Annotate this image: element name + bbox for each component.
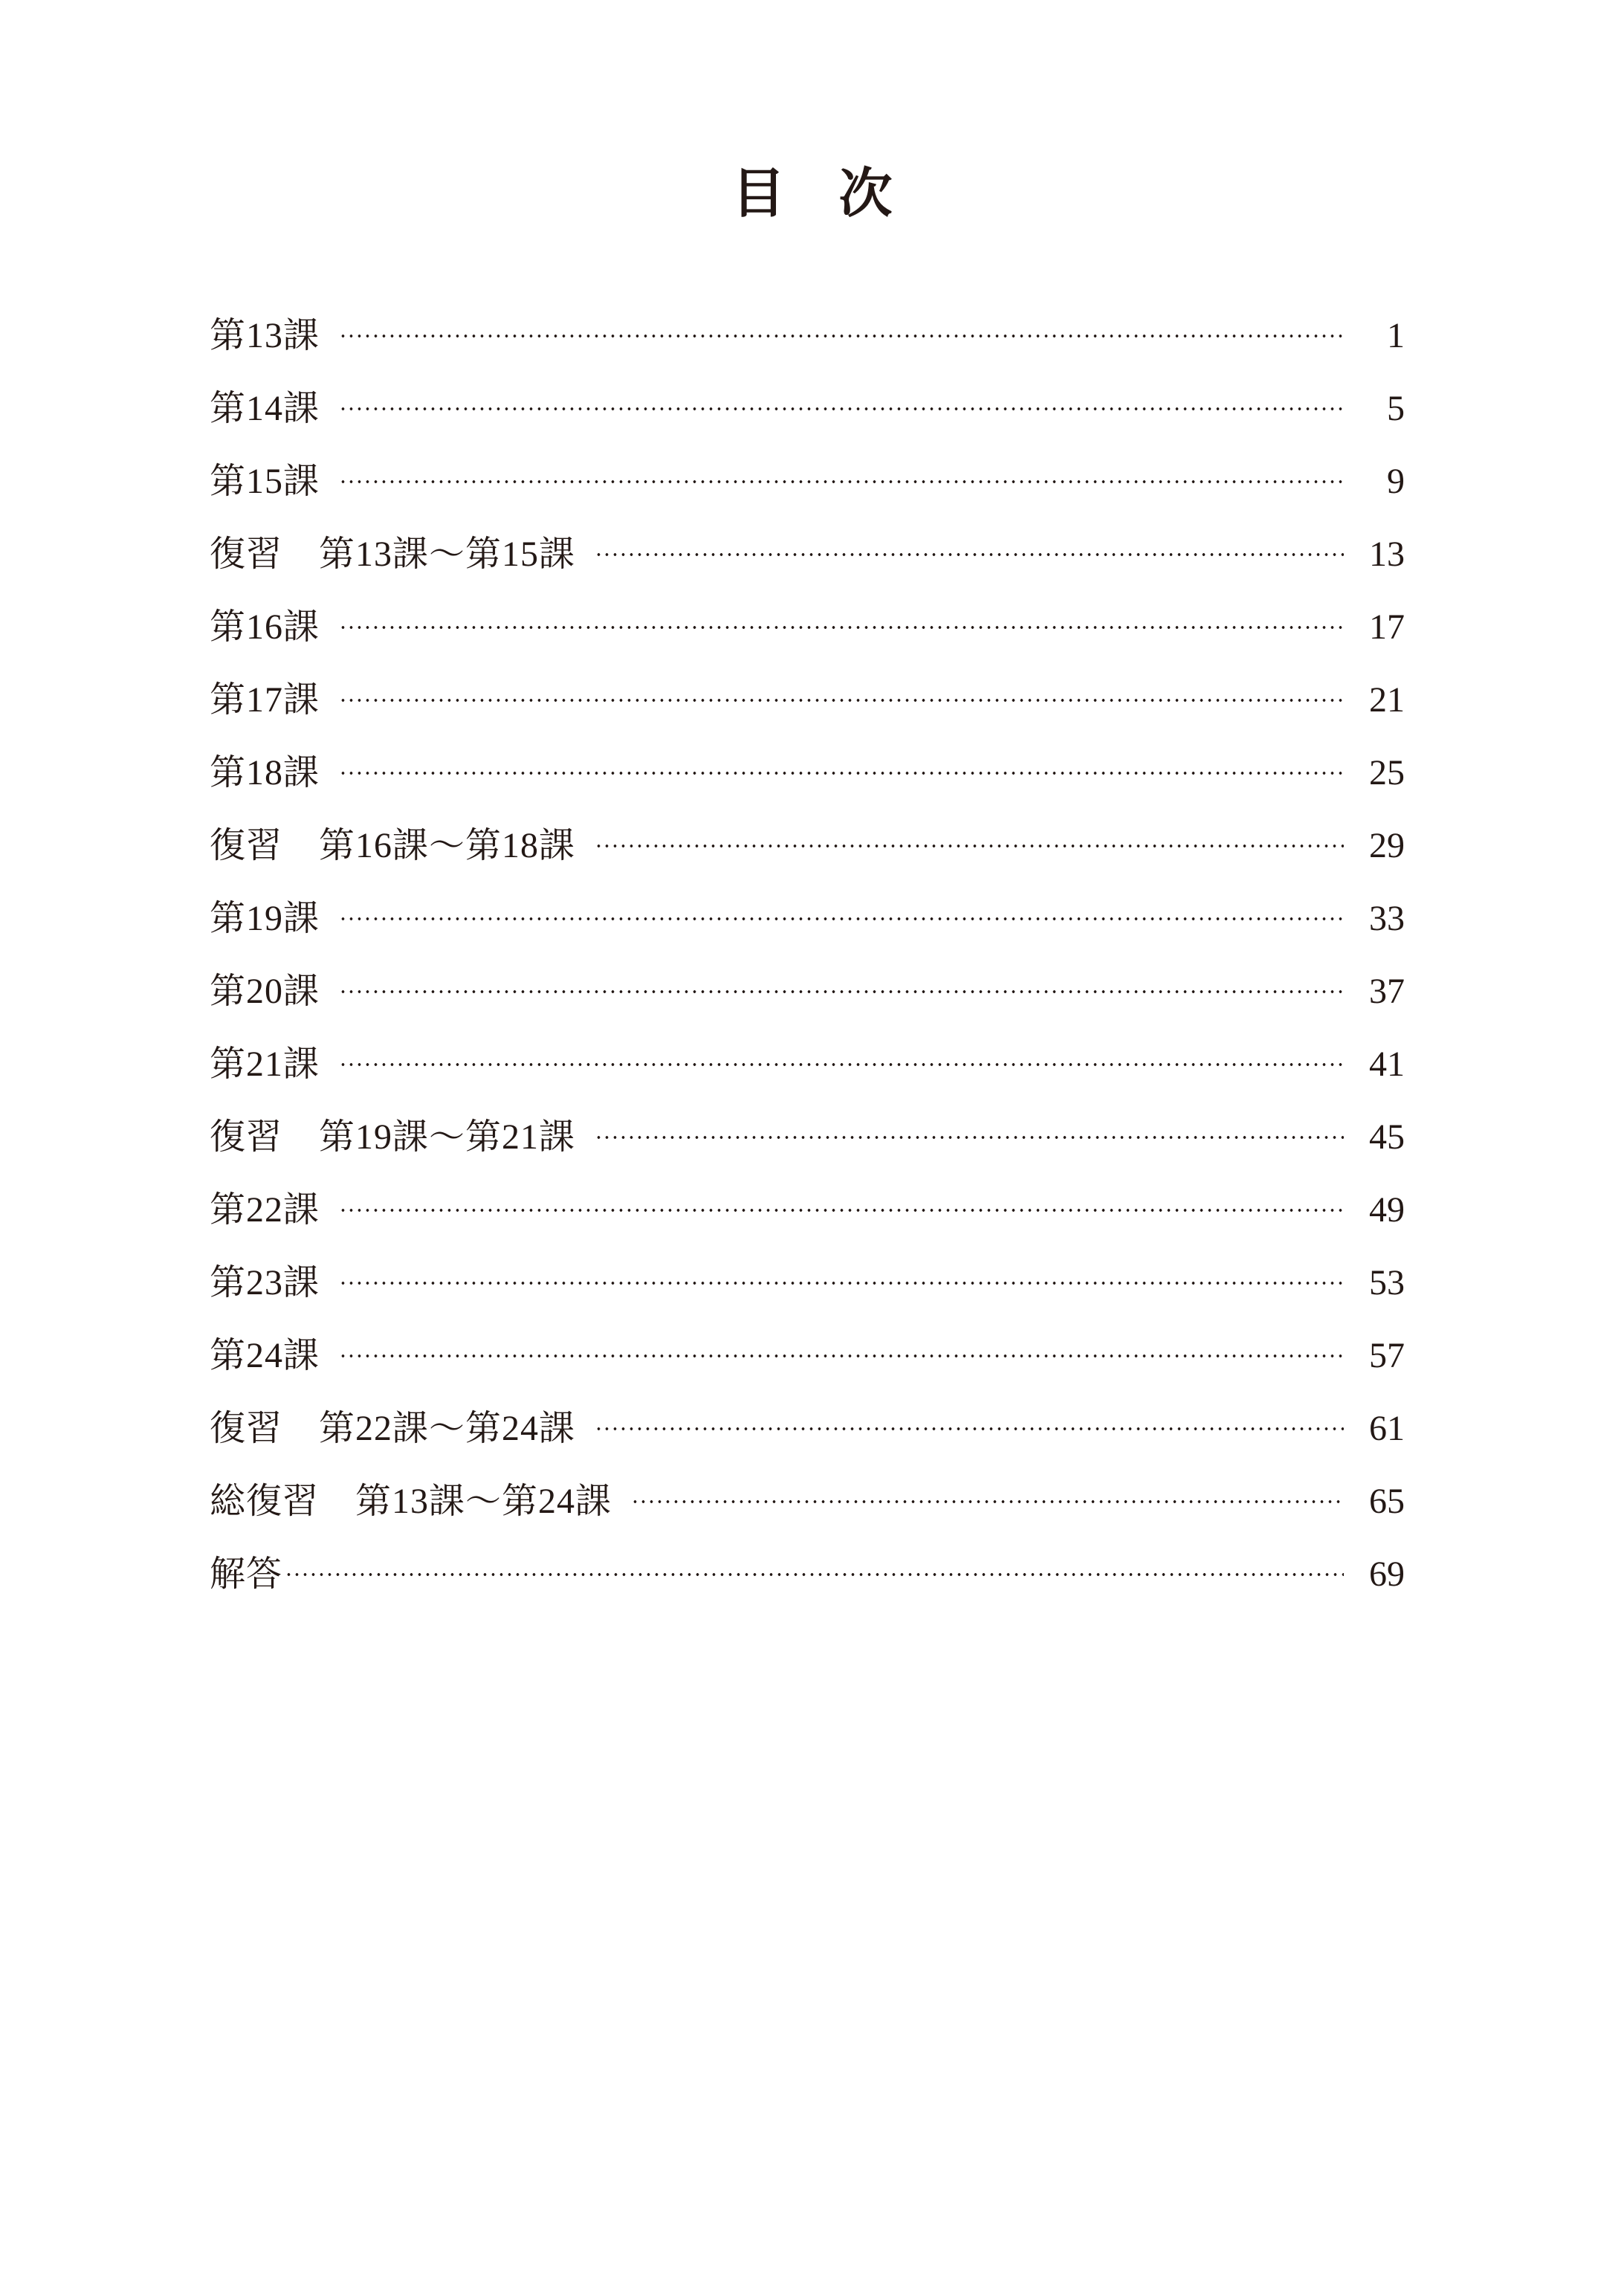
toc-entry-label: 第23課 [210, 1263, 320, 1302]
toc-entry-page: 33 [1369, 899, 1405, 938]
toc-row [210, 664, 1405, 737]
toc-row [210, 1028, 1405, 1101]
toc-row [210, 1392, 1405, 1465]
toc-entry-page: 49 [1369, 1190, 1405, 1230]
toc-row [210, 1465, 1405, 1538]
toc-entry-page: 9 [1387, 462, 1405, 501]
dot-leader [595, 518, 1344, 591]
dot-leader [595, 810, 1344, 882]
toc-entry-page: 1 [1387, 316, 1405, 355]
dot-leader [339, 664, 1344, 737]
toc-entry-page: 57 [1369, 1336, 1405, 1375]
toc-entry-label: 復習 第19課〜第21課 [210, 1117, 576, 1157]
toc-entry-label: 第20課 [210, 972, 320, 1011]
dot-leader [595, 1101, 1344, 1174]
toc-entry-label: 第14課 [210, 389, 320, 428]
dot-leader [339, 737, 1344, 810]
toc-row [210, 591, 1405, 664]
toc-entry-label: 復習 第13課〜第15課 [210, 535, 576, 574]
dot-leader [631, 1465, 1344, 1538]
toc-entry-page: 45 [1369, 1117, 1405, 1157]
toc-entry-page: 69 [1369, 1554, 1405, 1594]
toc-row [210, 445, 1405, 518]
toc-entry-page: 53 [1369, 1263, 1405, 1302]
toc-entry-label: 解答 [210, 1554, 283, 1594]
dot-leader [339, 955, 1344, 1028]
toc-entry-page: 41 [1369, 1044, 1405, 1084]
dot-leader [339, 1174, 1344, 1247]
dot-leader [285, 1538, 1344, 1611]
dot-leader [595, 1392, 1344, 1465]
toc-row [210, 1174, 1405, 1247]
toc-entry-label: 第15課 [210, 462, 320, 501]
toc-entry-page: 21 [1369, 680, 1405, 720]
toc-entry-label: 第13課 [210, 316, 320, 355]
toc-entry-page: 29 [1369, 826, 1405, 865]
toc-row [210, 372, 1405, 445]
dot-leader [339, 372, 1344, 445]
toc-entry-label: 復習 第16課〜第18課 [210, 826, 576, 865]
toc-row [210, 810, 1405, 882]
toc-entry-label: 復習 第22課〜第24課 [210, 1409, 576, 1448]
page-title: 目 次 [731, 164, 893, 224]
toc-list [210, 300, 1405, 1611]
dot-leader [339, 1028, 1344, 1101]
toc-entry-label: 第16課 [210, 607, 320, 647]
toc-row [210, 1538, 1405, 1611]
dot-leader [339, 882, 1344, 955]
toc-row [210, 1320, 1405, 1392]
toc-row [210, 955, 1405, 1028]
toc-entry-page: 17 [1369, 607, 1405, 647]
toc-entry-page: 65 [1369, 1482, 1405, 1521]
dot-leader [339, 445, 1344, 518]
toc-entry-label: 第19課 [210, 899, 320, 938]
toc-entry-label: 第24課 [210, 1336, 320, 1375]
toc-entry-page: 5 [1387, 389, 1405, 428]
toc-row [210, 1101, 1405, 1174]
toc-row [210, 300, 1405, 372]
toc-row [210, 882, 1405, 955]
toc-entry-label: 第18課 [210, 753, 320, 792]
toc-row [210, 737, 1405, 810]
toc-row [210, 1247, 1405, 1320]
toc-entry-page: 13 [1369, 535, 1405, 574]
toc-entry-page: 61 [1369, 1409, 1405, 1448]
dot-leader [339, 300, 1344, 372]
toc-row [210, 518, 1405, 591]
toc-entry-page: 37 [1369, 972, 1405, 1011]
dot-leader [339, 591, 1344, 664]
toc-entry-label: 第22課 [210, 1190, 320, 1230]
toc-entry-page: 25 [1369, 753, 1405, 792]
toc-entry-label: 総復習 第13課〜第24課 [210, 1482, 612, 1521]
dot-leader [339, 1247, 1344, 1320]
dot-leader [339, 1320, 1344, 1392]
toc-entry-label: 第21課 [210, 1044, 320, 1084]
toc-entry-label: 第17課 [210, 680, 320, 720]
